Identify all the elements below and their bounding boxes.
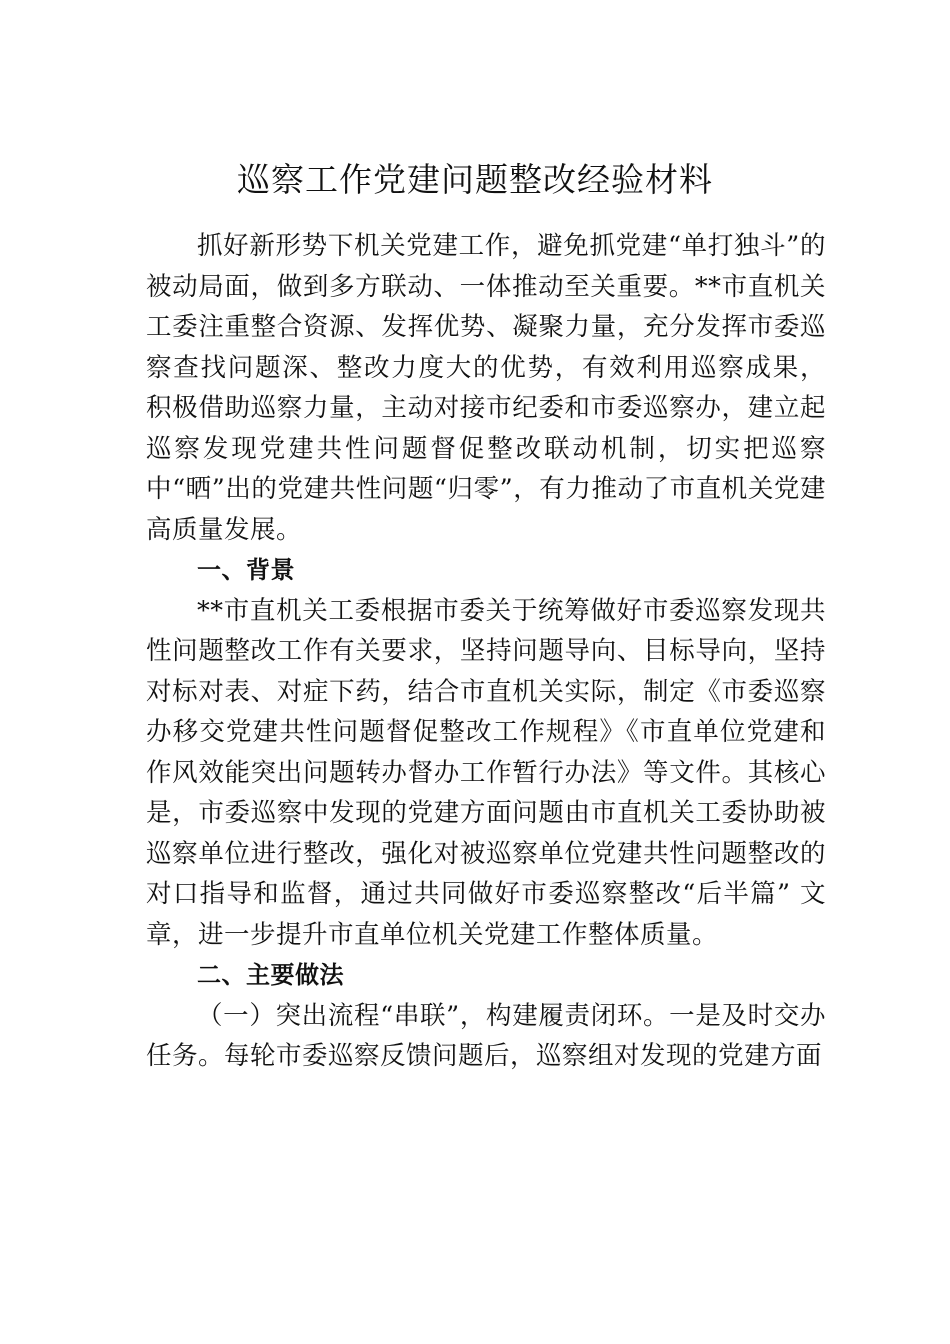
- main-practices-paragraph: （一）突出流程“串联”，构建履责闭环。一是及时交办任务。每轮市委巡察反馈问题后，巡察组对发现的党建方面: [146, 1000, 826, 1071]
- document-title: 巡察工作党建问题整改经验材料: [237, 160, 713, 199]
- section-heading-background: 一、背景: [197, 556, 295, 584]
- intro-paragraph: 抓好新形势下机关党建工作，避免抓党建“单打独斗”的被动局面，做到多方联动、一体推动至关重要。**市直机关工委注重整合资源、发挥优势、凝聚力量，充分发挥市委巡察查找问题深、整改力度大的优势，有效利用巡察成果， 积极借助巡察力量，主动对接市纪委和市委巡察办，建立起巡察发现党建共性问题督促整改联动机制，切实把巡察中“晒”出的党建共性问题“归零”，有力推动了市直机关党建高质量发展。: [146, 231, 826, 545]
- background-paragraph: **市直机关工委根据市委关于统筹做好市委巡察发现共性问题整改工作有关要求，坚持问题导向、目标导向，坚持对标对表、对症下药，结合市直机关实际，制定《市委巡察办移交党建共性问题督促整改工作规程》《市直单位党建和作风效能突出问题转办督办工作暂行办法》等文件。其核心是，市委巡察中发现的党建方面问题由市直机关工委协助被巡察单位进行整改，强化对被巡察单位党建共性问题整改的对口指导和监督，通过共同做好市委巡察整改“后半篇” 文章，进一步提升市直单位机关党建工作整体质量。: [146, 595, 826, 950]
- document-body: [146, 226, 826, 1077]
- section-heading-main-practices: 二、主要做法: [197, 961, 344, 989]
